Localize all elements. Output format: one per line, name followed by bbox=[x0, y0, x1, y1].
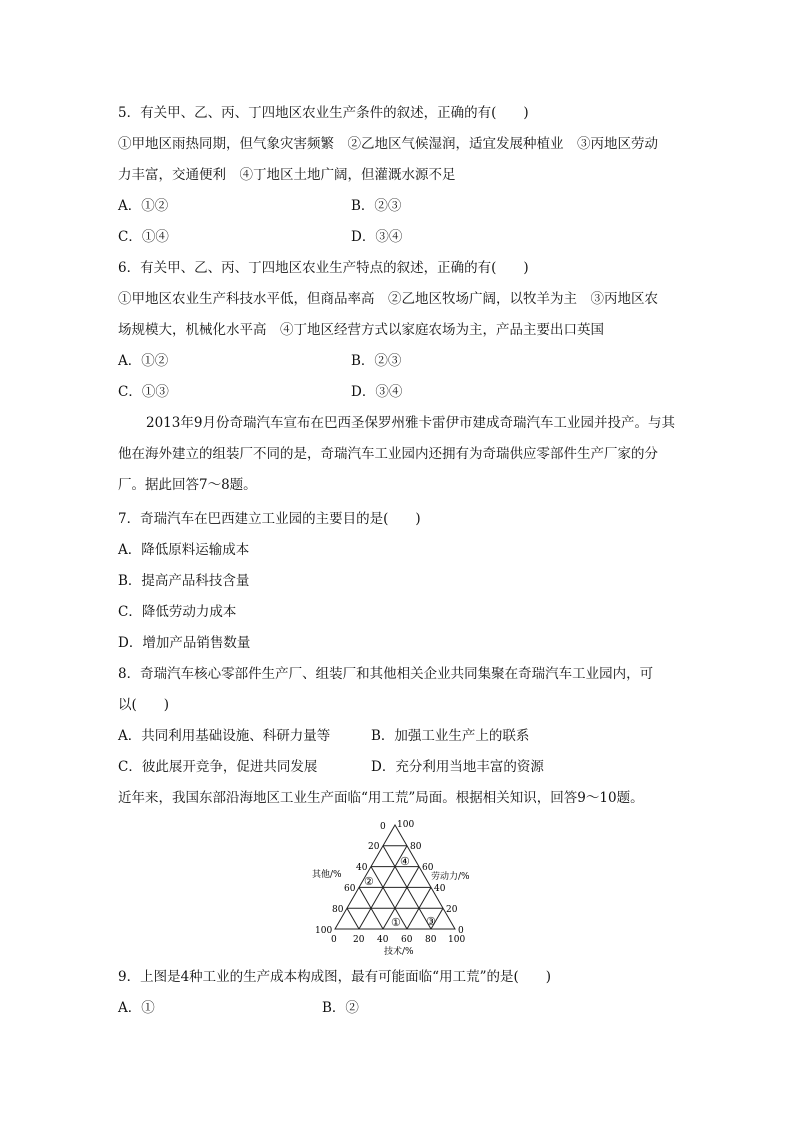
q7-stem: 7．奇瑞汽车在巴西建立工业园的主要目的是( ) bbox=[118, 511, 421, 527]
q5-option-c[interactable]: C．①④ bbox=[118, 229, 169, 245]
q5-statements-line2: 力丰富，交通便利 ④丁地区土地广阔，但灌溉水源不足 bbox=[118, 167, 456, 183]
q8-option-a[interactable]: A．共同利用基础设施、科研力量等 bbox=[118, 728, 331, 744]
point-2: ② bbox=[364, 875, 374, 888]
q7-option-b[interactable]: B．提高产品科技含量 bbox=[118, 573, 250, 589]
bottom-tick-20: 20 bbox=[353, 935, 365, 945]
passage-7-8: 2013年9月份奇瑞汽车宣布在巴西圣保罗州雅卡雷伊市建成奇瑞汽车工业园并投产。与其他在海外建立的组装厂不同的是，奇瑞汽车工业园内还拥有为奇瑞供应零部件生产厂家的分厂。据此回答7～8题。 bbox=[118, 415, 675, 493]
q8-option-c[interactable]: C．彼此展开竞争，促进共同发展 bbox=[118, 759, 318, 775]
left-axis-label: 其他/% bbox=[312, 870, 342, 880]
bottom-tick-0: 0 bbox=[331, 935, 337, 945]
bottom-tick-40: 40 bbox=[377, 935, 389, 945]
grid-line-rising bbox=[371, 867, 407, 929]
q9-stem: 9．上图是4种工业的生产成本构成图，最有可能面临“用工荒”的是( ) bbox=[118, 969, 552, 985]
q5-statements-line1: ①甲地区雨热同期，但气象灾害频繁 ②乙地区气候湿润，适宜发展种植业 ③丙地区劳动 bbox=[118, 136, 658, 152]
q5-option-d[interactable]: D．③④ bbox=[351, 229, 403, 245]
point-4: ④ bbox=[400, 855, 410, 868]
left-tick-0: 0 bbox=[380, 822, 386, 832]
right-tick-20: 20 bbox=[446, 905, 458, 915]
right-tick-100: 100 bbox=[397, 820, 415, 830]
ternary-cost-diagram bbox=[300, 815, 490, 960]
q9-option-a[interactable]: A．① bbox=[118, 1000, 155, 1016]
intro-9-10: 近年来，我国东部沿海地区工业生产面临“用工荒”局面。根据相关知识，回答9～10题。 bbox=[118, 790, 644, 806]
left-tick-40: 40 bbox=[356, 863, 368, 873]
bottom-tick-80: 80 bbox=[425, 935, 437, 945]
q8-option-b[interactable]: B．加强工业生产上的联系 bbox=[371, 728, 530, 744]
point-1: ① bbox=[391, 916, 401, 929]
point-3: ③ bbox=[426, 915, 436, 928]
bottom-tick-100: 100 bbox=[448, 935, 466, 945]
right-tick-40: 40 bbox=[434, 884, 446, 894]
left-tick-100: 100 bbox=[315, 926, 333, 936]
bottom-axis-label: 技术/% bbox=[384, 947, 414, 957]
q7-option-d[interactable]: D．增加产品销售数量 bbox=[118, 635, 251, 651]
q5-option-a[interactable]: A．①② bbox=[118, 198, 169, 214]
q7-option-c[interactable]: C．降低劳动力成本 bbox=[118, 604, 237, 620]
q9-option-b[interactable]: B．② bbox=[322, 1000, 359, 1016]
q6-option-a[interactable]: A．①② bbox=[118, 353, 169, 369]
q6-option-d[interactable]: D．③④ bbox=[351, 384, 403, 400]
bottom-tick-60: 60 bbox=[401, 935, 413, 945]
q6-option-b[interactable]: B．②③ bbox=[351, 353, 402, 369]
left-tick-60: 60 bbox=[344, 884, 356, 894]
q8-stem-line2: 以( ) bbox=[118, 697, 170, 713]
q7-option-a[interactable]: A．降低原料运输成本 bbox=[118, 542, 250, 558]
right-tick-60: 60 bbox=[422, 863, 434, 873]
q5-option-b[interactable]: B．②③ bbox=[351, 198, 402, 214]
grid-line-rising bbox=[347, 908, 359, 929]
q6-stem: 6．有关甲、乙、丙、丁四地区农业生产特点的叙述，正确的有( ) bbox=[118, 260, 529, 276]
left-tick-20: 20 bbox=[368, 842, 380, 852]
q8-stem-line1: 8．奇瑞汽车核心零部件生产厂、组装厂和其他相关企业共同集聚在奇瑞汽车工业园内，可 bbox=[118, 666, 654, 682]
right-tick-0: 0 bbox=[458, 926, 464, 936]
left-tick-80: 80 bbox=[332, 905, 344, 915]
right-tick-80: 80 bbox=[410, 842, 422, 852]
grid-line-falling bbox=[383, 867, 419, 929]
q5-stem: 5．有关甲、乙、丙、丁四地区农业生产条件的叙述，正确的有( ) bbox=[118, 105, 529, 121]
q8-option-d[interactable]: D．充分利用当地丰富的资源 bbox=[371, 759, 544, 775]
right-axis-label: 劳动力/% bbox=[431, 872, 470, 882]
q6-statements-line1: ①甲地区农业生产科技水平低，但商品率高 ②乙地区牧场广阔，以牧羊为主 ③丙地区农 bbox=[118, 291, 658, 307]
q6-option-c[interactable]: C．①③ bbox=[118, 384, 169, 400]
q6-statements-line2: 场规模大，机械化水平高 ④丁地区经营方式以家庭农场为主，产品主要出口英国 bbox=[118, 322, 604, 338]
